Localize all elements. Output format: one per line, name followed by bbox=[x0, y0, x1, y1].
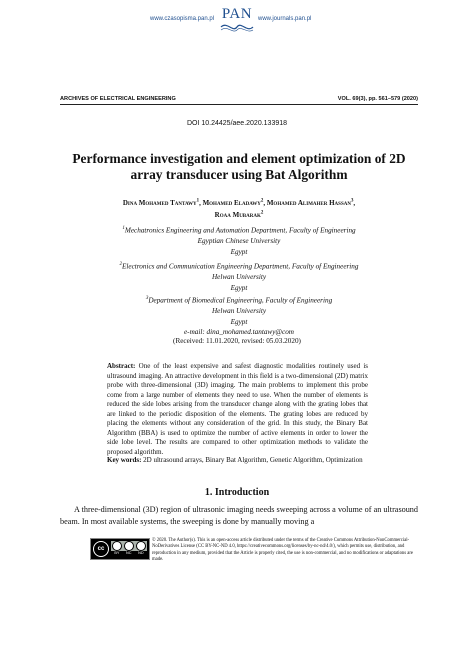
affiliation-line: Helwan University bbox=[211, 272, 267, 281]
author-name: Dina Mohamed Tantawy bbox=[122, 199, 197, 208]
license-icons bbox=[111, 541, 147, 551]
affiliation-2 bbox=[60, 260, 418, 293]
author-4 bbox=[215, 211, 264, 219]
received-dates: (Received: 11.01.2020, revised: 05.03.2020) bbox=[173, 337, 301, 345]
author-name: Roaa Mubarak bbox=[214, 210, 261, 219]
contact-email[interactable]: e-mail: dina_mohamed.tantawy@com bbox=[183, 328, 294, 337]
keywords bbox=[107, 456, 377, 464]
pan-logo bbox=[219, 6, 255, 34]
by-icon bbox=[112, 541, 122, 551]
author-1 bbox=[123, 199, 203, 207]
affiliation-line: Electronics and Communication Engineering Department, Faculty of Engineering bbox=[122, 262, 359, 271]
license-block bbox=[60, 538, 418, 578]
affiliation-line: Egypt bbox=[230, 317, 248, 326]
cc-icon: cc bbox=[93, 541, 109, 557]
author-sep: , bbox=[199, 199, 203, 208]
affiliation-1 bbox=[60, 224, 418, 257]
pan-logo-text: PAN bbox=[221, 6, 253, 22]
affiliation-line: Helwan University bbox=[211, 306, 267, 315]
author-sup: 2 bbox=[260, 210, 264, 216]
section-heading: 1. Introduction bbox=[204, 487, 270, 498]
badge-label-nd: ND bbox=[138, 551, 144, 555]
author-sup: 2 bbox=[260, 199, 264, 204]
intro-paragraph: A three-dimensional (3D) region of ultrasonic imaging needs sweeping across a volume of an ultrasound beam. In most available systems, the sweeping is done by manually moving a bbox=[60, 505, 418, 526]
affiliation-sup: 2 bbox=[119, 262, 123, 267]
author-3 bbox=[267, 199, 355, 207]
license-badge-labels bbox=[111, 551, 147, 555]
body-text bbox=[60, 504, 418, 527]
author-sup: 3 bbox=[350, 199, 354, 204]
affiliation-sup: 1 bbox=[122, 226, 125, 231]
cc-license-badge[interactable] bbox=[90, 538, 150, 560]
abstract-label: Abstract: bbox=[107, 362, 136, 370]
badge-label-nc: NC bbox=[126, 551, 132, 555]
license-text: © 2020. The Author(s). This is an open-access article distributed under the terms of the Creative Commons Attribution-NonCommercial-NoDerivatives License (CC BY-NC-ND 4.0, https://creativecommons.org/licenses/by-nc-nd/4.0/), which permits use, distribution, and reproduction in any medium, provided that the Article is properly cited, the use is non-commercial, and no modifications or adaptations are made. bbox=[152, 538, 413, 563]
author-name: Mohamed Eladawy bbox=[202, 199, 261, 208]
header-rule bbox=[60, 104, 418, 105]
abstract-text: One of the least expensive and safest diagnostic modalities routinely used is ultrasound imaging. An attractive development in this field is a two-dimensional (2D) matrix probe with three-dimensional (3D) imaging. The main problems to implement this probe come from a large number of elements they need to use. When the number of elements is reduced the side lobes arising from the transducer change along with the grating lobes that are linked to the periodic disposition of the elements. The grating lobes are reduced by placing the elements without any consideration of the grid. In this study, the Binary Bat Algorithm (BBA) is used to optimize the number of active elements in order to lower the side lobe level. The results are compared to other optimization methods to validate the proposed algorithm. bbox=[107, 362, 368, 456]
journal-url-left[interactable]: www.czasopisma.pan.pl bbox=[150, 16, 215, 22]
affiliation-line: Mechatronics Engineering and Automation Department, Faculty of Engineering bbox=[124, 226, 356, 235]
keywords-label: Key words: bbox=[107, 456, 142, 464]
affiliation-sup: 3 bbox=[145, 296, 149, 301]
journal-name: ARCHIVES OF ELECTRICAL ENGINEERING bbox=[60, 96, 176, 102]
author-name: Mohamed Alimaher Hassan bbox=[266, 199, 351, 208]
nd-icon bbox=[136, 541, 146, 551]
affiliation-line: Egypt bbox=[230, 283, 248, 292]
author-sep: , bbox=[353, 199, 356, 208]
author-list bbox=[60, 197, 418, 220]
affiliation-3 bbox=[60, 294, 418, 338]
paper-title: Performance investigation and element optimization of 2D array transducer using Bat Algorithm bbox=[72, 151, 406, 182]
keywords-text: 2D ultrasound arrays, Binary Bat Algorithm, Genetic Algorithm, Optimization bbox=[143, 456, 363, 464]
journal-url-right[interactable]: www.journals.pan.pl bbox=[258, 16, 312, 22]
author-sup: 1 bbox=[196, 199, 200, 204]
affiliation-line: Egypt bbox=[230, 247, 248, 256]
journal-masthead bbox=[0, 6, 474, 42]
author-2 bbox=[203, 199, 267, 207]
affiliation-line: Department of Biomedical Engineering, Faculty of Engineering bbox=[148, 296, 333, 305]
abstract bbox=[107, 362, 368, 457]
affiliation-line: Egyptian Chinese University bbox=[197, 236, 281, 245]
badge-label-by: BY bbox=[114, 551, 120, 555]
doi[interactable]: DOI 10.24425/aee.2020.133918 bbox=[186, 120, 288, 127]
volume-pages: VOL. 69(3), pp. 561–579 (2020) bbox=[337, 96, 418, 102]
nc-icon bbox=[124, 541, 134, 551]
author-sep: , bbox=[263, 199, 267, 208]
